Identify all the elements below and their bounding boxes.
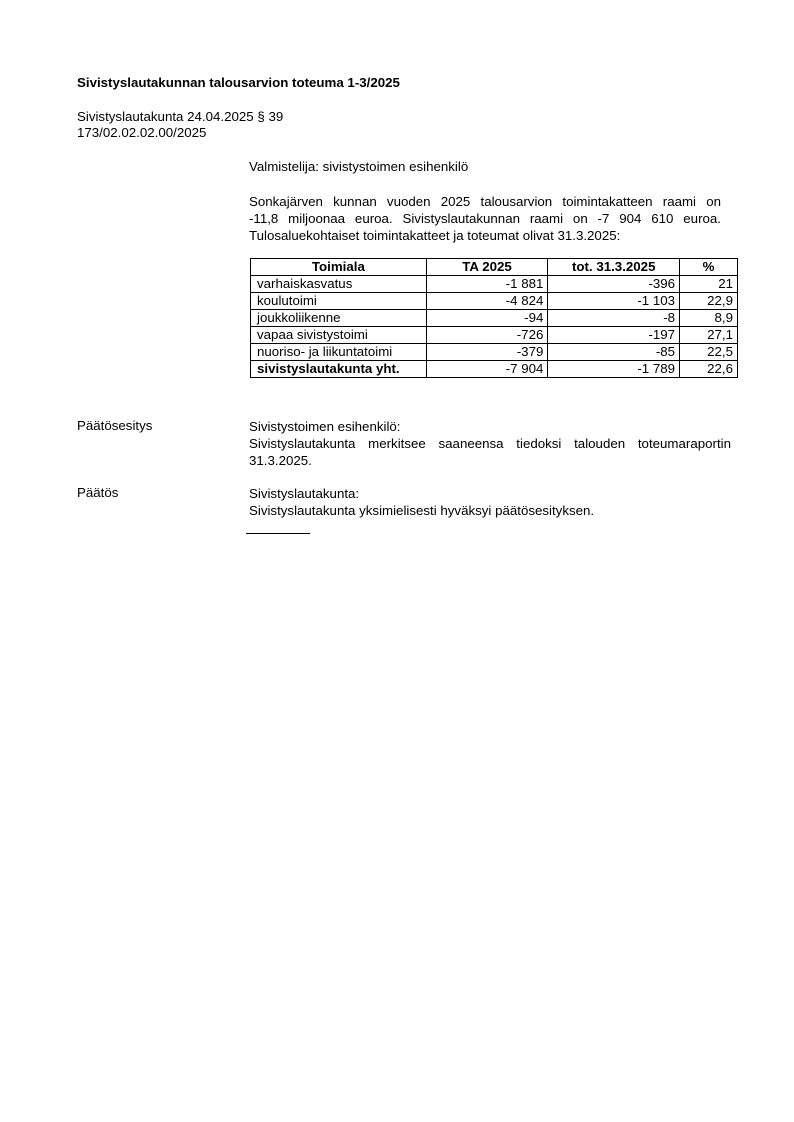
record-id: 173/02.02.02.00/2025 — [77, 125, 207, 140]
row-percent: 22,9 — [680, 293, 738, 310]
budget-table — [250, 258, 738, 378]
row-label: joukkoliikenne — [251, 310, 427, 327]
decision-text: Sivistyslautakunta yksimielisesti hyväksyi päätösesityksen. — [249, 503, 595, 518]
row-percent: 22,5 — [680, 344, 738, 361]
proposal-author: Sivistystoimen esihenkilö: — [249, 419, 401, 434]
meeting-reference: Sivistyslautakunta 24.04.2025 § 39 — [77, 109, 284, 124]
intro-line: -11,8 miljoonaa euroa. Sivistyslautakunnan raami on -7 904 610 euroa. — [249, 211, 721, 226]
table-header-row — [251, 259, 738, 276]
row-budget: -94 — [426, 310, 548, 327]
decision-section — [249, 485, 731, 519]
row-percent: 8,9 — [680, 310, 738, 327]
preparer-line: Valmistelija: sivistystoimen esihenkilö — [249, 159, 469, 174]
row-budget: -726 — [426, 327, 548, 344]
column-header-ta-2025: TA 2025 — [426, 259, 548, 276]
decision-body: Sivistyslautakunta: — [249, 486, 360, 501]
row-actual: -197 — [548, 327, 680, 344]
column-header-toteuma: tot. 31.3.2025 — [548, 259, 680, 276]
row-label: vapaa sivistystoimi — [251, 327, 427, 344]
proposal-section — [249, 418, 731, 469]
intro-paragraph — [249, 193, 721, 244]
row-actual: -85 — [548, 344, 680, 361]
document-title: Sivistyslautakunnan talousarvion toteuma 1-3/2025 — [77, 75, 400, 90]
proposal-label: Päätösesitys — [77, 418, 153, 433]
row-percent: 21 — [680, 276, 738, 293]
total-actual: -1 789 — [548, 361, 680, 378]
decision-label: Päätös — [77, 485, 119, 500]
total-budget: -7 904 — [426, 361, 548, 378]
row-actual: -396 — [548, 276, 680, 293]
proposal-text-line: 31.3.2025. — [249, 453, 312, 468]
table-total-row — [251, 361, 738, 378]
row-actual: -8 — [548, 310, 680, 327]
proposal-text-line: Sivistyslautakunta merkitsee saaneensa tiedoksi talouden toteumaraportin — [249, 436, 731, 451]
intro-line: Tulosaluekohtaiset toimintakatteet ja toteumat olivat 31.3.2025: — [249, 228, 621, 243]
end-rule — [246, 533, 310, 534]
row-label: nuoriso- ja liikuntatoimi — [251, 344, 427, 361]
table-row — [251, 327, 738, 344]
intro-line: Sonkajärven kunnan vuoden 2025 talousarvion toimintakatteen raami on — [249, 194, 721, 209]
row-budget: -1 881 — [426, 276, 548, 293]
table-row — [251, 310, 738, 327]
total-percent: 22,6 — [680, 361, 738, 378]
total-label: sivistyslautakunta yht. — [251, 361, 427, 378]
column-header-percent: % — [680, 259, 738, 276]
table-row — [251, 344, 738, 361]
table-row — [251, 276, 738, 293]
row-budget: -379 — [426, 344, 548, 361]
row-label: koulutoimi — [251, 293, 427, 310]
table-row — [251, 293, 738, 310]
row-label: varhaiskasvatus — [251, 276, 427, 293]
row-percent: 27,1 — [680, 327, 738, 344]
row-actual: -1 103 — [548, 293, 680, 310]
column-header-toimiala: Toimiala — [251, 259, 427, 276]
row-budget: -4 824 — [426, 293, 548, 310]
